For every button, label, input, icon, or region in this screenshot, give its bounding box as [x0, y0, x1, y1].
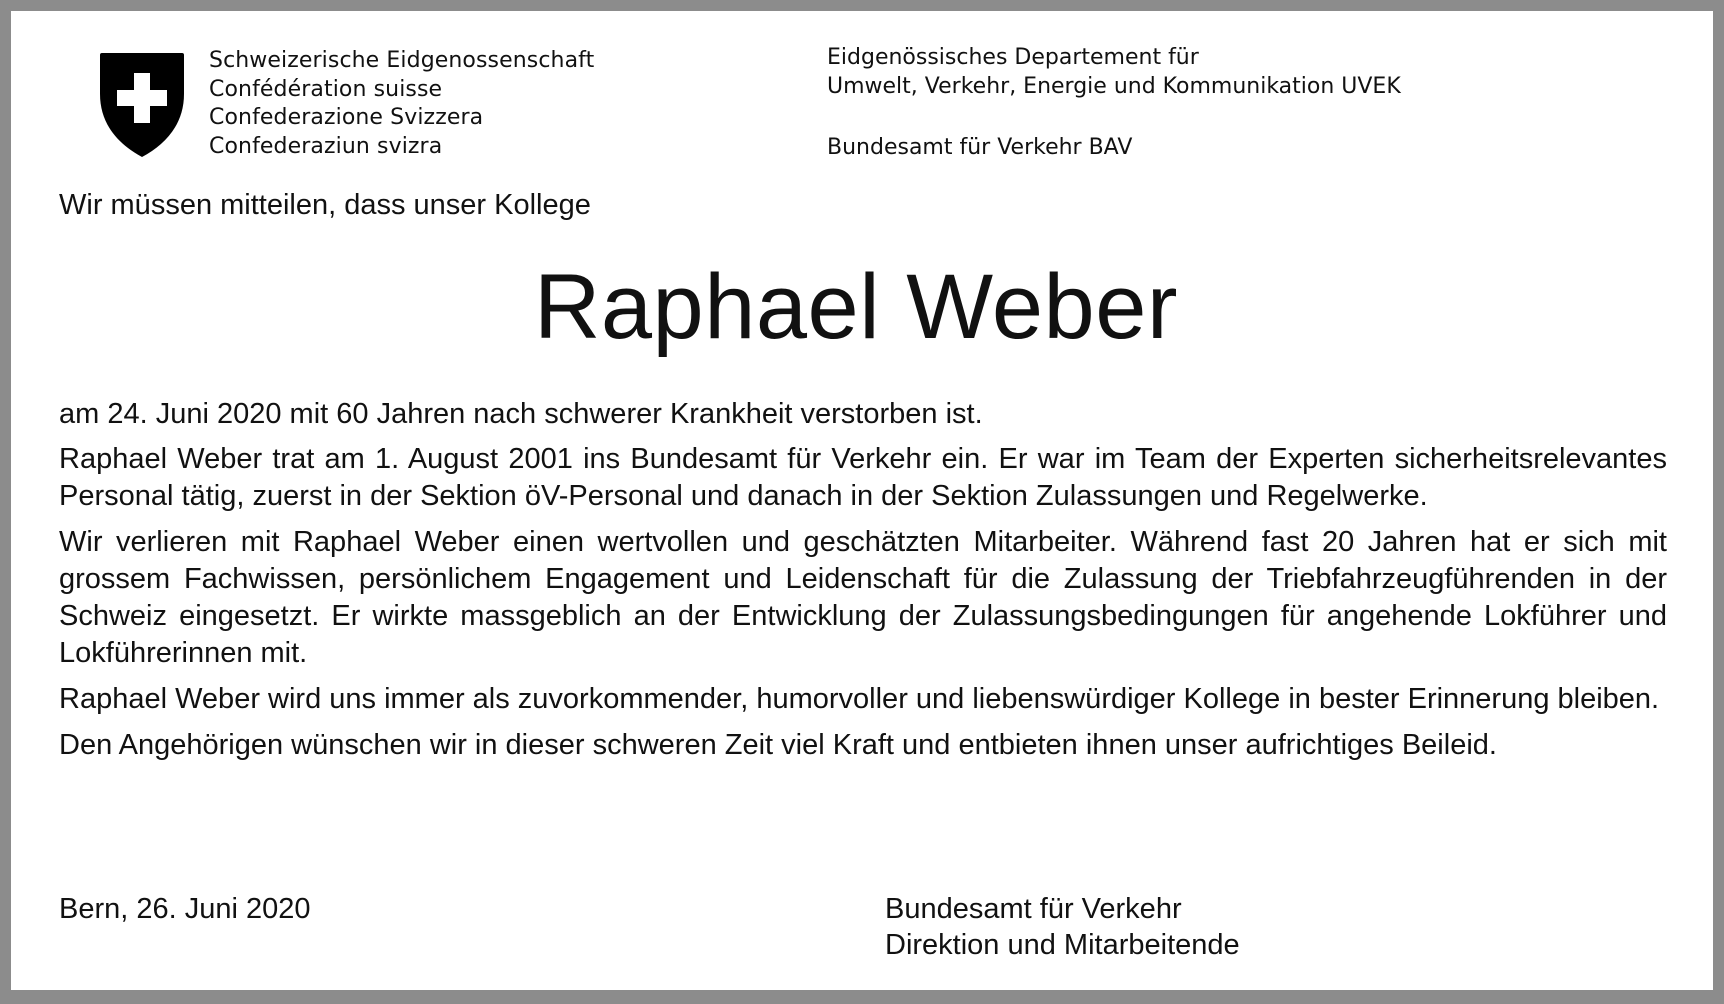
- obituary-body: [59, 396, 1667, 773]
- signature-line-2: Direktion und Mitarbeitende: [885, 929, 1240, 961]
- confederation-name-it: Confederazione Svizzera: [209, 105, 484, 130]
- confederation-name-fr: Confédération suisse: [209, 76, 443, 102]
- signature-block: [885, 891, 1240, 963]
- intro-text: Wir müssen mitteilen, dass unser Kollege: [59, 189, 591, 221]
- department-name: [827, 43, 1401, 101]
- deceased-name: Raphael Weber: [533, 256, 1179, 358]
- signature-line-1: Bundesamt für Verkehr: [885, 893, 1182, 925]
- place-date: Bern, 26. Juni 2020: [59, 893, 311, 925]
- obituary-card: [11, 11, 1713, 990]
- department-line-1: Eidgenössisches Departement für: [827, 45, 1199, 70]
- office-name: Bundesamt für Verkehr BAV: [827, 135, 1133, 160]
- confederation-names: [209, 47, 594, 161]
- paragraph-condolences: Den Angehörigen wünschen wir in dieser schweren Zeit viel Kraft und entbieten ihnen unser aufrichtiges Beileid.: [59, 729, 1497, 761]
- confederation-name-de: Schweizerische Eidgenossenschaft: [209, 48, 595, 73]
- swiss-cross-shield-icon: [96, 50, 188, 160]
- department-line-2: Umwelt, Verkehr, Energie und Kommunikation UVEK: [827, 74, 1401, 99]
- paragraph-contribution: Wir verlieren mit Raphael Weber einen wertvollen und geschätzten Mitarbeiter. Während fast 20 Jahren hat er sich mit grossem Fachwissen, persönlichem Engagement und Leidenschaft für die Zulassung der Triebfahrzeugführenden in der Schweiz eingesetzt. Er wirkte massgeblich an der Entwicklung der Zulassungsbedingungen für angehende Lokführer und Lokführerinnen mit.: [59, 526, 1667, 669]
- paragraph-death-date: am 24. Juni 2020 mit 60 Jahren nach schwerer Krankheit verstorben ist.: [59, 398, 983, 430]
- paragraph-career: Raphael Weber trat am 1. August 2001 ins Bundesamt für Verkehr ein. Er war im Team der Experten sicherheitsrelevantes Personal tätig, zuerst in der Sektion öV-Personal und danach in der Sektion Zulassungen und Regelwerke.: [59, 443, 1667, 512]
- paragraph-remembrance: Raphael Weber wird uns immer als zuvorkommender, humorvoller und liebenswürdiger Kollege in bester Erinnerung bleiben.: [59, 683, 1660, 715]
- confederation-name-rm: Confederaziun svizra: [209, 133, 443, 159]
